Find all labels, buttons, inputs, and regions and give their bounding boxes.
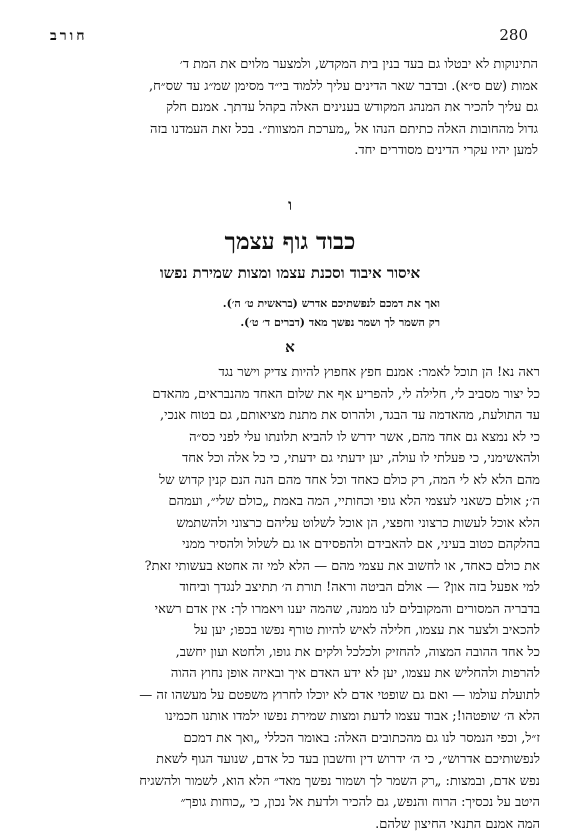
text-line: את כולם כאחד, או לחשוב את עצמי מהם — הלא למי זה אחטא בעשותי זאת?	[48, 556, 540, 578]
text-line: אמות (שם ס״א). ובדבר שאר הדינים עליך ללמוד בי״ד מסימן שמ״ג עד שס״ח,	[48, 76, 538, 98]
subsection-letter: א	[0, 338, 580, 357]
text-line: ראה נא! הן תוכל לאמר: אמנם חפץ אחפוץ להיות צדיק וישר נגד	[48, 362, 540, 384]
text-line: מהם הלא לא לי המה, רק כולם כאחד וכל אחד מהם הנה הנם קנין קדוש של	[48, 470, 540, 492]
text-line: המה אמנם התנאי החיצון שלהם.	[48, 814, 540, 835]
text-line: התינוקות לא יבטלו גם בעד בנין בית המקדש, ולמצער מלוים את המת ד׳	[48, 54, 538, 76]
text-line: הלא אוכל לעשות כרצוני וחפצי, הן אוכל לשלוט עליהם כרצוני ולהשתמש	[48, 513, 540, 535]
text-line: למי אפעל בזה און? — אולם הביטה וראה! תורת ה׳ תתיצב לנגדך וביחוד	[48, 577, 540, 599]
text-line: כי לא נמצא גם אחד מהם, אשר ידרש לו להביא תלונתו עלי לפני כס״ה	[48, 427, 540, 449]
text-line: כל אחד ההובה המצוה, להחזיק ולכלכל ולקים את גופו, ולחטא ועון יחשב,	[48, 642, 540, 664]
epigraph-line: ואך את דמכם לנפשתיכם אדרש (בראשית ט׳ ה׳).	[140, 294, 440, 313]
top-paragraph	[48, 54, 538, 162]
chapter-subtitle: איסור איבוד וסכנת עצמו ומצות שמירת נפשו	[0, 264, 580, 283]
text-line: להרפות ולהחליש את עצמו, יען לא ידע האדם איך ובאיזה אופן נחוץ ההוה	[48, 663, 540, 685]
section-number: ו	[0, 196, 580, 215]
text-line: ולהאשימני, כי פעלתי לו עולה, יען ידעתי גם ידעתי, כי כל אלה וכל אחד	[48, 448, 540, 470]
text-line: גם עליך להכיר את המנהג המקודש בענינים האלה בקהל עדתך. אמנם חלק	[48, 97, 538, 119]
text-line: ה׳; אולם כשאני לעצמי הלא גופי וכחותיי, המה באמת „כולם שלי״, ועמהם	[48, 491, 540, 513]
text-line: בהלקהם כטוב בעיני, אם להאבידם ולהפסידם או גם לשלול ולהסיר ממני	[48, 534, 540, 556]
page-number: 280	[499, 26, 528, 44]
text-line: נפש אדם, ובמצות: „רק השמר לך ושמור נפשך מאד״ הלא הוא, לשמור ולהשגיח	[48, 771, 540, 793]
text-line: לנפשותיכם אדרוש״, כי ה׳ ידרוש דין וחשבון בעד כל אדם, שנועד הגוף לשאת	[48, 749, 540, 771]
main-paragraph	[48, 362, 540, 835]
epigraph-quotes	[140, 294, 440, 332]
running-title: חורב	[50, 28, 88, 45]
text-line: כל יצור מסביב לי, חלילה לי, להפריע אף את שלום האחד מהנבראים, מהאדם	[48, 384, 540, 406]
text-line: בדבריה המסורים והמקובלים לנו ממנה, שהמה יענו ויאמרו לך: אין אדם רשאי	[48, 599, 540, 621]
text-line: ז״ל, וכפי הנמסר לנו גם מהכתובים האלה: באומר הכללי „ואך את דמכם	[48, 728, 540, 750]
text-line: גדול מהחובות האלה כתיתם הנהו אל „מערכת המצוות״. בכל זאת העמדנו בזה	[48, 119, 538, 141]
text-line: עד התולעת, מהאדמה עד הבגד, ולהרוס את מתנת מציאותם, גם בטוח אנכי,	[48, 405, 540, 427]
text-line: להכאיב ולצער את עצמו, חלילה לאיש להיות טורף נפשו בכפו; יען על	[48, 620, 540, 642]
epigraph-line: רק השמר לך ושמר נפשך מאד (דברים ד׳ ט׳).	[140, 313, 440, 332]
chapter-title: כבוד גוף עצמך	[0, 228, 580, 255]
text-line: לתועלת עולמו — ואם גם שופטי אדם לא יוכלו לחרוץ משפטם על מעשהו זה —	[48, 685, 540, 707]
text-line: הלא ה׳ שופטהו!; אבוד עצמו לדעת ומצות שמירת נפשו ילמדו אותנו חכמינו	[48, 706, 540, 728]
text-line: למען יהיו עקרי הדינים מסודרים יחד.	[48, 140, 538, 162]
text-line: היטב על נכסיך: הרוח והנפש, גם להכיר ולדעת אל נכון, כי „כוחות גופך״	[48, 792, 540, 814]
